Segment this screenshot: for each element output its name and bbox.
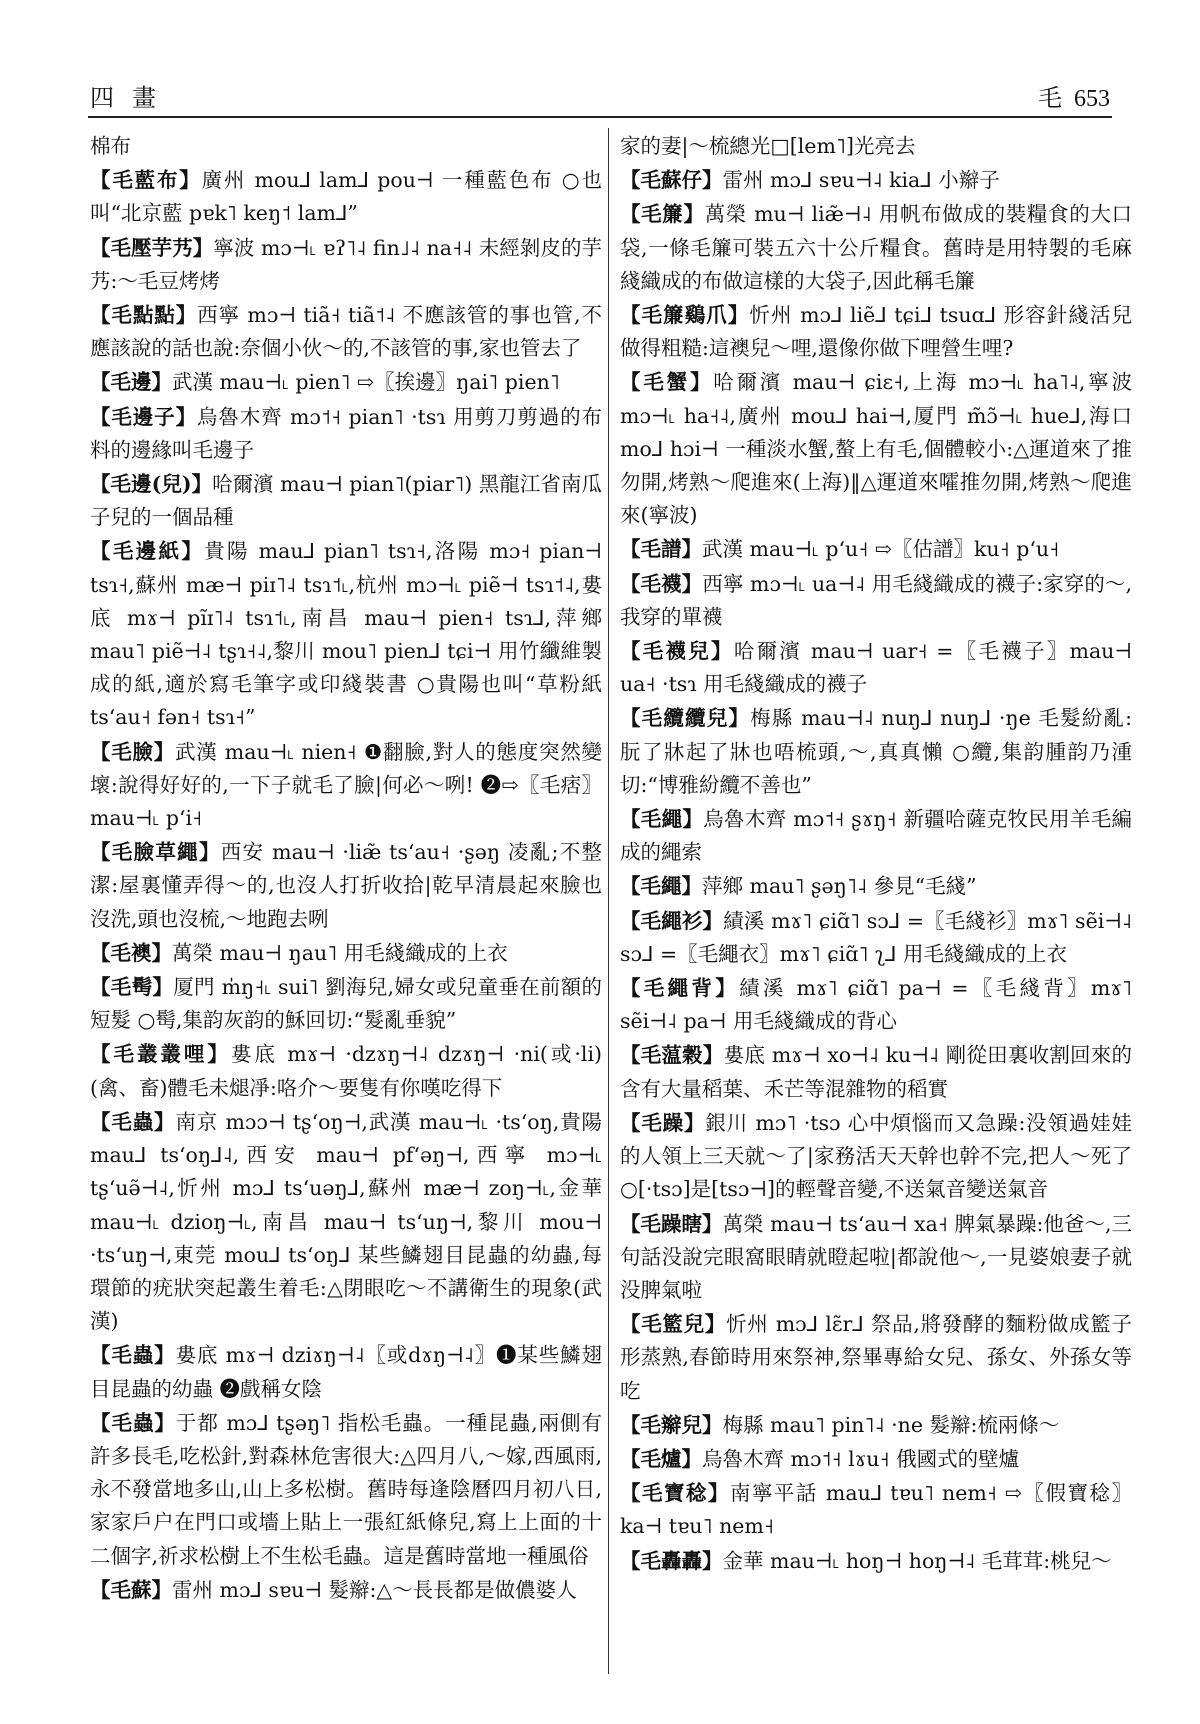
dictionary-entry xyxy=(620,366,1132,532)
dictionary-entry xyxy=(90,535,602,734)
dictionary-entry xyxy=(90,836,602,936)
dictionary-entry xyxy=(90,401,602,467)
entry-headword: 【毛簾】 xyxy=(620,202,705,227)
dictionary-entry xyxy=(90,130,602,163)
entry-headword: 【毛邊紙】 xyxy=(90,539,205,564)
entry-headword: 【毛蟲】 xyxy=(90,1410,176,1435)
entry-headword: 【毛壓芋艿】 xyxy=(90,235,214,260)
entry-text: 萬榮 mu⊣ liæ̃⊣˨ 用帆布做成的裝糧食的大口袋,一條毛簾可裝五六十公斤糧食。舊時是用特製的毛麻綫織成的布做這樣的大袋子,因此稱毛簾 xyxy=(620,202,1132,293)
header-right xyxy=(1038,78,1110,113)
head-character: 毛 xyxy=(1038,84,1062,112)
entry-text: 萬榮 mau⊣ tsʻau⊣ xa˧ 脾氣暴躁:他爸～,三句話没說完眼窩眼睛就瞪起啦|都說他～,一見婆娘妻子就没脾氣啦 xyxy=(620,1211,1132,1302)
dictionary-entry xyxy=(90,1339,602,1405)
entry-text: 西寧 mɔ⊣˪ ua⊣˨ 用毛綫織成的襪子:家穿的～,我穿的單襪 xyxy=(620,571,1132,629)
entry-text: 哈爾濱 mau⊣ ɕiɛ˧,上海 mɔ⊣˪ ha˥˨,寧波 mɔ⊣˪ ha˧˨,廣州 mou⅃ hai⊣,厦門 m̃ɔ̃⊣˪ hue⅃,海口 mo⅃ hɔi⊣ 一種淡水蟹,螯上有毛,個體較小:△運道來了推勿開,烤熟～爬進來(上海)‖△運道來嚯推勿開,烤熟～爬進來(寧波) xyxy=(620,370,1132,528)
entry-headword: 【毛襖】 xyxy=(90,940,172,965)
entry-text: 績溪 mɤ˥ ɕiɑ̃˥ pa⊣ =〖毛綫背〗mɤ˥ sẽi⊣˨ pa⊣ 用毛綫織成的背心 xyxy=(620,976,1132,1034)
dictionary-entry xyxy=(620,1208,1132,1308)
entry-headword: 【毛辮兒】 xyxy=(620,1412,723,1437)
section-title: 四畫 xyxy=(90,84,174,112)
entry-text: 哈爾濱 mau⊣ uar˧ =〖毛襪子〗mau⊣ ua˧ ·tsɿ 用毛綫織成的襪子 xyxy=(620,639,1132,697)
entry-text: 寧波 mɔ⊣˪ ɐʔ˥˨ fin˩˨ na˧˨ 未經剝皮的芋艿:～毛豆烤烤 xyxy=(90,235,602,293)
dictionary-entry xyxy=(620,1477,1132,1543)
dictionary-entry xyxy=(90,164,602,230)
entry-headword: 【毛寶稔】 xyxy=(620,1481,730,1506)
entry-headword: 【毛臉草繩】 xyxy=(90,840,221,865)
entry-headword: 【毛繩】 xyxy=(620,807,704,832)
dictionary-entry xyxy=(620,130,1132,163)
entry-text: 梅縣 mau˥ pin˥˨ ·ne 髮辮:梳兩條～ xyxy=(722,1412,1060,1437)
entry-text: 西安 mau⊣ ·liæ̃ tsʻau˧ ·ʂəŋ 凌亂;不整潔:屋裏懂弄得～的,也沒人打折收拾|乾早清晨起來臉也沒洗,頭也沒梳,～地跑去咧 xyxy=(90,840,602,931)
dictionary-entry xyxy=(620,702,1132,802)
entry-text: 烏魯木齊 mɔ˦˧ pian˥ ·tsɿ 用剪刀剪過的布料的邊緣叫毛邊子 xyxy=(90,404,602,462)
dictionary-entry xyxy=(620,1039,1132,1105)
page-number: 653 xyxy=(1074,86,1110,112)
entry-headword: 【毛襪兒】 xyxy=(620,639,734,664)
entry-text: 烏魯木齊 mɔ˦˧ ʂɤŋ˧ 新疆哈薩克牧民用羊毛編成的繩索 xyxy=(620,807,1132,865)
entry-headword: 【毛蟲】 xyxy=(90,1343,176,1368)
column-divider xyxy=(608,128,609,1674)
entry-headword: 【毛轟轟】 xyxy=(620,1548,723,1573)
entry-headword: 【毛襪】 xyxy=(620,571,703,596)
dictionary-entry xyxy=(620,803,1132,869)
entry-text: 貴陽 mau⅃ pian˥ tsɿ˧,洛陽 mɔ˧ pian⊣ tsɿ˧,蘇州 mæ⊣ piɪ˥˨ tsɿ˦˪,杭州 mɔ⊣˪ piẽ⊣ tsɿ˦˨,婁底 mɤ⊣ pĩɪ˥˨ tsɿ˦˪,南昌 mau⊣ pien˧ tsɿ⅃,萍鄉 mau˥ piẽ⊣˨ tʂɿ˧˨,黎川 mou˥ pien⅃ tɕi⊣ 用竹纖維製成的紙,適於寫毛筆字或印綫裝書 ○貴陽也叫“草粉紙 tsʻau˧ fən˧ tsɿ˧” xyxy=(90,539,602,730)
entry-text: 萬榮 mau⊣ ŋau˥ 用毛綫織成的上衣 xyxy=(172,940,508,965)
entry-text: 南寧平話 mau⅃ tɐu˥ nem˧ ⇨〖假寶稔〗ka⊣ tɐu˥ nem˧ xyxy=(620,1481,1132,1539)
dictionary-entry xyxy=(620,299,1132,365)
dictionary-entry xyxy=(90,1574,602,1607)
entry-headword: 【毛蘇】 xyxy=(90,1577,172,1602)
entry-text: 武漢 mau⊣˪ pien˥ ⇨〖挨邊〗ŋai˥ pien˥ xyxy=(172,370,560,395)
right-column xyxy=(620,130,1132,1669)
entry-text: 銀川 mɔ˥ ·tsɔ 心中煩惱而又急躁:没領過娃娃的人領上三天就～了|家務活天天幹也幹不完,把人～死了 ○[·tsɔ]是[tsɔ⊣]的輕聲音變,不送氣音變送氣音 xyxy=(620,1110,1132,1202)
dictionary-entry xyxy=(620,568,1132,634)
entry-headword: 【毛臉】 xyxy=(90,739,176,764)
entry-headword: 【毛譜】 xyxy=(620,537,702,562)
entry-headword: 【毛籃兒】 xyxy=(620,1312,727,1337)
dictionary-entry xyxy=(620,533,1132,566)
entry-headword: 【毛蕰穀】 xyxy=(620,1043,724,1068)
dictionary-entry xyxy=(90,468,602,534)
entry-headword: 【毛邊(兒)】 xyxy=(90,472,213,497)
dictionary-entry xyxy=(90,1106,602,1338)
dictionary-entry xyxy=(90,1407,602,1573)
dictionary-entry xyxy=(90,937,602,970)
dictionary-entry xyxy=(620,972,1132,1038)
entry-text: 南京 mɔɔ⊣ tʂʻoŋ⊣,武漢 mau⊣˪ ·tsʻoŋ,貴陽 mau⅃ tsʻoŋ⅃˨,西安 mau⊣ pfʻəŋ⊣,西寧 mɔ⊣˪ tʂʻuə̃⊣˨,忻州 mɔ⅃ tsʻuəŋ⅃,蘇州 mæ⊣ zoŋ⊣˪,金華 mau⊣˪ dzioŋ⊣˪,南昌 mau⊣ tsʻuŋ⊣,黎川 mou⊣ ·tsʻuŋ⊣,東莞 mou⅃ tsʻoŋ⅃ 某些鱗翅目昆蟲的幼蟲,每環節的疣狀突起叢生着毛:△閉眼吃～不講衛生的現象(武漢) xyxy=(90,1109,602,1334)
entry-headword: 【毛邊子】 xyxy=(90,404,197,429)
entry-text: 梅縣 mau⊣˨ nuŋ⅃ nuŋ⅃ ·ŋe 毛髮紛亂:朊了牀起了牀也唔梳頭,～,真真懶 ○纜,集韵腫韵乃湩切:“博雅紛纜不善也” xyxy=(620,706,1132,797)
dictionary-entry xyxy=(90,1038,602,1104)
entry-headword: 【毛繩】 xyxy=(620,874,702,899)
entry-text: 哈爾濱 mau⊣ pian˥(piar˥) 黑龍江省南瓜子兒的一個品種 xyxy=(90,472,602,530)
entry-headword: 【毛蘇仔】 xyxy=(620,168,723,193)
entry-text: 于都 mɔ⅃ tʂəŋ˥ 指松毛蟲。一種昆蟲,兩側有許多長毛,吃松針,對森林危害很大:△四月八,～嫁,西風雨,永不發當地多山,山上多松樹。舊時每逢陰曆四月初八日,家家戶户在門口或墻上貼上一張紅紙條兒,寫上上面的十二個字,祈求松樹上不生松毛蟲。這是舊時當地一種風俗 xyxy=(90,1410,602,1568)
dictionary-entry xyxy=(90,366,602,399)
entry-text: 忻州 mɔ⅃ liẽ⅃ tɕi⅃ tsuɑ⅃ 形容針綫活兒做得粗糙:這襖兒～哩,還像你做下哩營生哩? xyxy=(620,303,1132,361)
entry-text: 家的妻|～梳總光□[lem˥]光亮去 xyxy=(620,134,916,158)
entry-text: 棉布 xyxy=(90,134,131,158)
dictionary-entry xyxy=(90,971,602,1037)
entry-headword: 【毛繩背】 xyxy=(620,976,740,1001)
entry-text: 婁底 mɤ⊣ ·dzɤŋ⊣˨ dzɤŋ⊣ ·ni(或·li)(禽、畜)體毛未煺凈:咯介～要隻有你嘆吃得下 xyxy=(90,1042,602,1100)
entry-headword: 【毛藍布】 xyxy=(90,168,202,193)
page-header xyxy=(88,72,1112,118)
entry-headword: 【毛邊】 xyxy=(90,370,172,395)
dictionary-entry xyxy=(620,198,1132,298)
entry-headword: 【毛爐】 xyxy=(620,1446,702,1471)
dictionary-entry xyxy=(620,1443,1132,1476)
entry-text: 忻州 mɔ⅃ lɛ̃r⅃ 祭品,將發酵的麵粉做成籃子形蒸熟,春節時用來祭神,祭畢專給女兒、孫女、外孫女等吃 xyxy=(620,1312,1132,1403)
entry-text: 西寧 mɔ⊣ tiã˧ tiã˦˨ 不應該管的事也管,不應該說的話也說:奈個小伙～的,不該管的事,家也管去了 xyxy=(90,303,602,361)
dictionary-entry xyxy=(620,870,1132,903)
entry-text: 婁底 mɤ⊣ dziɤŋ⊣˨〖或dɤŋ⊣˨〗❶某些鱗翅目昆蟲的幼蟲 ❷戲稱女陰 xyxy=(90,1343,602,1401)
entry-headword: 【毛叢叢哩】 xyxy=(90,1042,231,1067)
dictionary-entry xyxy=(620,1409,1132,1442)
entry-text: 雷州 mɔ⅃ sɐu⊣˨ kia⅃ 小辮子 xyxy=(722,168,1000,193)
dictionary-entry xyxy=(620,1545,1132,1578)
left-column xyxy=(90,130,602,1669)
dictionary-entry xyxy=(90,232,602,298)
dictionary-entry xyxy=(620,164,1132,197)
entry-headword: 【毛簾鷄爪】 xyxy=(620,303,750,328)
entry-headword: 【毛躁】 xyxy=(620,1110,706,1135)
dictionary-entry xyxy=(90,736,602,836)
entry-headword: 【毛躁瞎】 xyxy=(620,1211,723,1236)
entry-text: 雷州 mɔ⅃ sɐu⊣ 髮辮:△～長長都是做儂婆人 xyxy=(172,1577,577,1602)
entry-headword: 【毛髩】 xyxy=(90,975,174,1000)
entry-text: 厦門 m̍ŋ˧˪ sui˥ 劉海兒,婦女或兒童垂在前額的短髮 ○髩,集韵灰韵的穌回切:“髮亂垂貌” xyxy=(90,975,602,1033)
dictionary-entry xyxy=(620,635,1132,701)
entry-text: 武漢 mau⊣˪ pʻu˧ ⇨〖估譜〗ku˧ pʻu˧ xyxy=(702,537,1060,562)
dictionary-entry xyxy=(620,905,1132,971)
entry-text: 萍鄉 mau˥ ʂəŋ˥˨ 參見“毛綫” xyxy=(702,874,977,899)
entry-headword: 【毛纜纜兒】 xyxy=(620,706,751,731)
dictionary-entry xyxy=(620,1308,1132,1408)
entry-text: 績溪 mɤ˥ ɕiɑ̃˥ sɔ⅃ =〖毛綫衫〗mɤ˥ sẽi⊣˨ sɔ⅃ =〖毛繩衣〗mɤ˥ ɕiɑ̃˥ ʅ⅃ 用毛綫織成的上衣 xyxy=(620,908,1132,966)
entry-text: 武漢 mau⊣˪ nien˧ ❶翻臉,對人的態度突然變壞:說得好好的,一下子就毛了臉|何必～咧! ❷⇨〖毛痞〗mau⊣˪ pʻi˧ xyxy=(90,739,602,831)
dictionary-entry xyxy=(620,1107,1132,1207)
entry-text: 婁底 mɤ⊣ xo⊣˨ ku⊣˨ 剛從田裏收割回來的含有大量稻葉、禾芒等混雜物的稻實 xyxy=(620,1043,1132,1101)
entry-text: 廣州 mou⅃ lam⅃ pou⊣ 一種藍色布 ○也叫“北京藍 pɐk˥ keŋ˦ lam⅃” xyxy=(90,168,602,226)
entry-headword: 【毛蟲】 xyxy=(90,1109,176,1134)
entry-headword: 【毛繩衫】 xyxy=(620,908,724,933)
entry-headword: 【毛點點】 xyxy=(90,303,198,328)
entry-text: 金華 mau⊣˪ hoŋ⊣ hoŋ⊣˨ 毛茸茸:桃兒～ xyxy=(722,1548,1112,1573)
dictionary-entry xyxy=(90,299,602,365)
entry-headword: 【毛蟹】 xyxy=(620,370,714,395)
entry-text: 烏魯木齊 mɔ˦˧ lɤu˧ 俄國式的壁爐 xyxy=(702,1446,1020,1471)
